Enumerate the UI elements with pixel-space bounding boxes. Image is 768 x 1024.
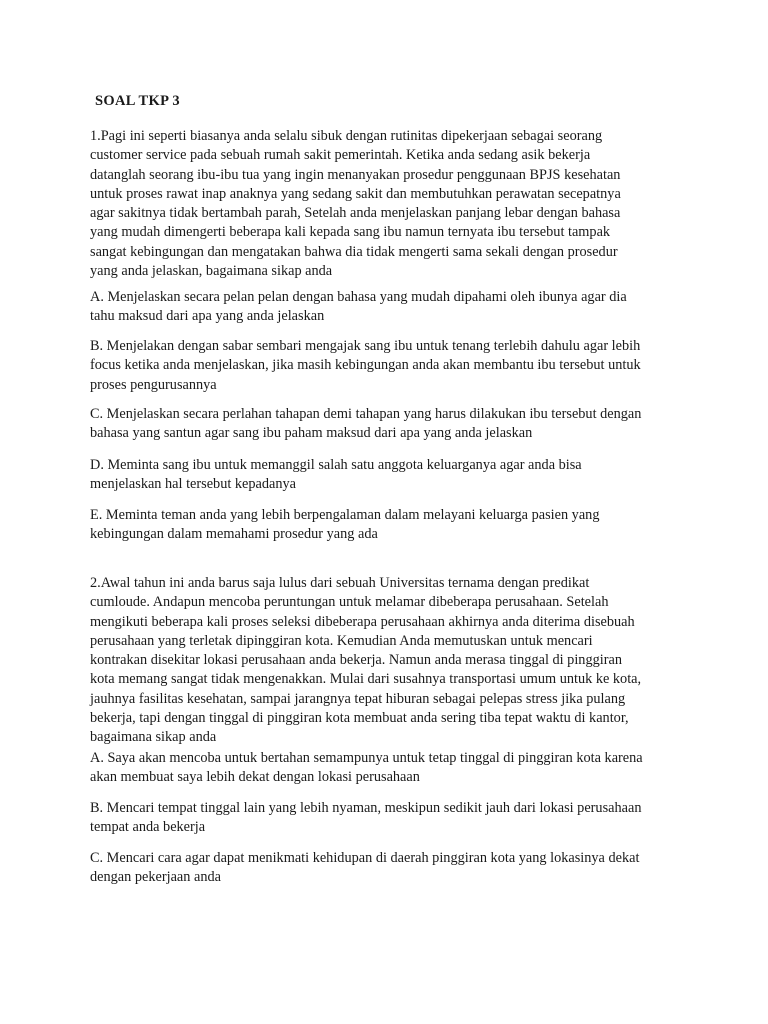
question-2-text: 2.Awal tahun ini anda barus saja lulus dari sebuah Universitas ternama dengan predikat cumloude. Andapun mencoba peruntungan untuk melamar dibeberapa perusahaan. Setelah mengikuti beberapa kali proses seleksi dibeberapa perusahaan akhirnya anda diterima disebuah perusahaan yang terletak dipinggiran kota. Kemudian Anda memutuskan untuk mencari kontrakan disekitar lokasi perusahaan anda bekerja. Namun anda merasa tinggal di pinggiran kota memang sangat tidak mengenakkan. Mulai dari susahnya transportasi umum untuk ke kota, jauhnya fasilitas kesehatan, sampai jarangnya tepat hiburan sebagai pelepas stress jika pulang bekerja, tapi dengan tinggal di pinggiran kota membuat anda sering tiba tepat waktu di kantor, bagaimana sikap anda (90, 575, 642, 746)
question-2-option-c: C. Mencari cara agar dapat menikmati kehidupan di daerah pinggiran kota yang lokasinya dekat dengan pekerjaan anda (90, 850, 640, 886)
question-1-option-a: A. Menjelaskan secara pelan pelan dengan bahasa yang mudah dipahami oleh ibunya agar dia tahu maksud dari apa yang anda jelaskan (90, 289, 627, 325)
question-1-option-e: E. Meminta teman anda yang lebih berpengalaman dalam melayani keluarga pasien yang kebingungan dalam memahami prosedur yang ada (90, 507, 600, 543)
question-2-option-b: B. Mencari tempat tinggal lain yang lebih nyaman, meskipun sedikit jauh dari lokasi perusahaan tempat anda bekerja (90, 800, 642, 836)
page-title: SOAL TKP 3 (95, 93, 180, 109)
question-2-option-a: A. Saya akan mencoba untuk bertahan semampunya untuk tetap tinggal di pinggiran kota karena akan membuat saya lebih dekat dengan lokasi perusahaan (90, 750, 643, 786)
question-1-option-b: B. Menjelakan dengan sabar sembari mengajak sang ibu untuk tenang terlebih dahulu agar lebih focus ketika anda menjelaskan, jika masih kebingungan anda akan membantu ibu tersebut untuk proses pengurusannya (90, 338, 641, 393)
question-1-option-c: C. Menjelaskan secara perlahan tahapan demi tahapan yang harus dilakukan ibu tersebut dengan bahasa yang santun agar sang ibu paham maksud dari apa yang anda jelaskan (90, 406, 642, 442)
question-1-option-d: D. Meminta sang ibu untuk memanggil salah satu anggota keluarganya agar anda bisa menjelaskan hal tersebut kepadanya (90, 457, 582, 493)
question-1-text: 1.Pagi ini seperti biasanya anda selalu sibuk dengan rutinitas dipekerjaan sebagai seorang customer service pada sebuah rumah sakit pemerintah. Ketika anda sedang asik bekerja datanglah seorang ibu-ibu tua yang ingin menanyakan prosedur penggunaan BPJS kesehatan untuk proses rawat inap anaknya yang sedang sakit dan membutuhkan perawatan secepatnya agar sakitnya tidak bertambah parah, Setelah anda menjelaskan panjang lebar dengan bahasa yang mudah dimengerti beberapa kali kepada sang ibu namun ternyata ibu tersebut tampak sangat kebingungan dan mengatakan bahwa dia tidak mengerti sama sekali dengan prosedur yang anda jelaskan, bagaimana sikap anda (90, 128, 621, 280)
